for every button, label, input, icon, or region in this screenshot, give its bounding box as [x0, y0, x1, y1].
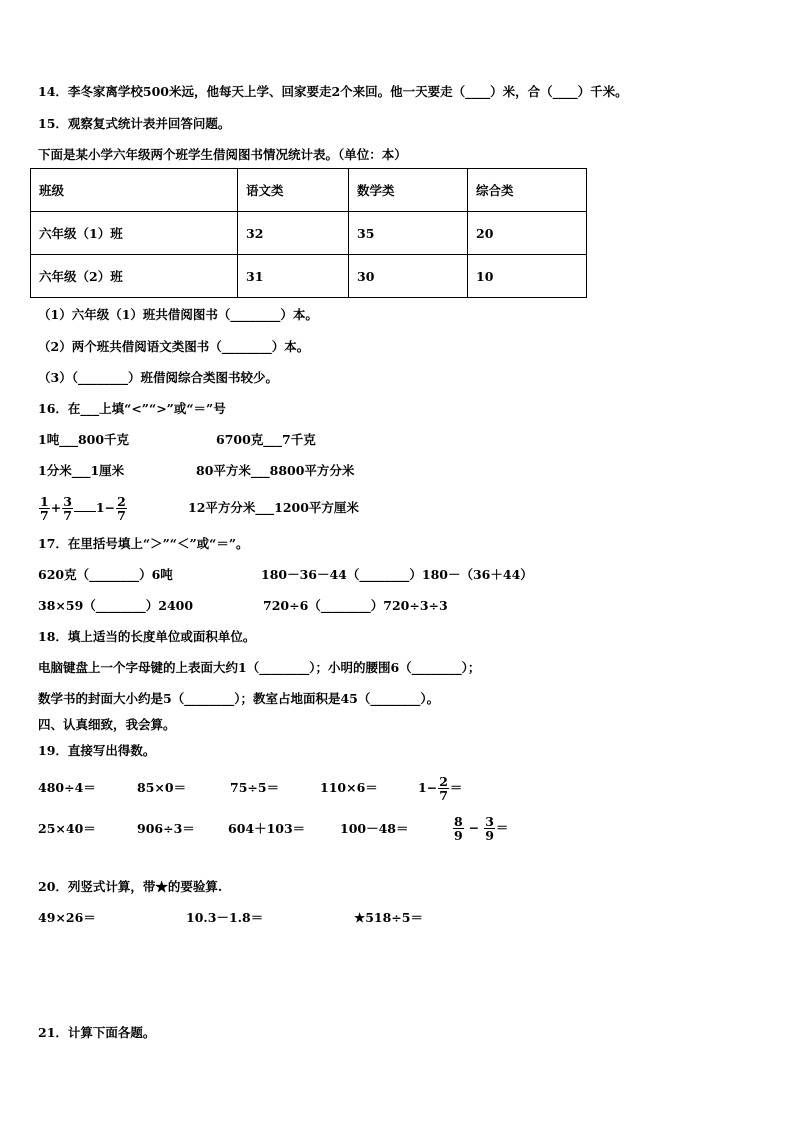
question-15-title: 15．观察复式统计表并回答问题。 — [38, 116, 231, 131]
table-cell: 30 — [349, 255, 468, 298]
question-18-line-2: 数学书的封面大小约是5（________）；教室占地面积是45（________）。 — [38, 691, 440, 706]
question-15-sub-2: （2）两个班共借阅语文类图书（________）本。 — [38, 339, 310, 354]
compare-item: 1分米___1厘米 — [38, 463, 125, 478]
table-cell: 32 — [238, 212, 349, 255]
calc-item: 906÷3＝ — [137, 821, 195, 836]
fraction-calc-item: $\frac{8}{9}$ − $\frac{3}{9}$ ＝ — [454, 814, 509, 843]
calc-item: 85×0＝ — [137, 780, 187, 795]
compare-item: 620克（________）6吨 — [38, 567, 173, 582]
question-20-title: 20．列竖式计算，带★的要验算. — [38, 879, 223, 894]
fraction: $\frac{8}{9}$ — [454, 814, 463, 843]
table-header-cell: 综合类 — [468, 169, 587, 212]
fraction: $\frac{3}{7}$ — [63, 494, 72, 523]
table-header-cell: 语文类 — [238, 169, 349, 212]
fraction: $\frac{2}{7}$ — [117, 494, 126, 523]
question-14: 14．李冬家离学校500米远，他每天上学、回家要走2个来回。他一天要走（____）米，合（____）千米。 — [38, 84, 628, 99]
question-15-intro: 下面是某小学六年级两个班学生借阅图书情况统计表。（单位：本） — [38, 147, 407, 162]
calc-item: 100－48＝ — [340, 821, 409, 836]
compare-item: 80平方米___8800平方分米 — [196, 463, 355, 478]
table-cell: 35 — [349, 212, 468, 255]
question-17-title: 17．在里括号填上“＞”“＜”或“＝”。 — [38, 536, 249, 551]
question-18-line-1: 电脑键盘上一个字母键的上表面大约1（________）；小明的腰围6（________）； — [38, 660, 481, 675]
question-18-title: 18．填上适当的长度单位或面积单位。 — [38, 629, 256, 644]
table-row — [31, 212, 587, 255]
answer-blank — [74, 499, 96, 512]
calc-item: 110×6＝ — [320, 780, 378, 795]
calc-item: 25×40＝ — [38, 821, 96, 836]
table-cell: 10 — [468, 255, 587, 298]
table-cell: 六年级（2）班 — [31, 255, 238, 298]
reading-stats-table — [30, 168, 587, 298]
calc-item: 480÷4＝ — [38, 780, 96, 795]
fraction-compare-item: $\frac{1}{7}$ + $\frac{3}{7}$ 1− $\frac{2}{7}$ — [40, 494, 126, 523]
table-row — [31, 255, 587, 298]
table-cell: 20 — [468, 212, 587, 255]
table-header-cell: 数学类 — [349, 169, 468, 212]
table-cell: 六年级（1）班 — [31, 212, 238, 255]
table-header-row — [31, 169, 587, 212]
compare-item: 38×59（________）2400 — [38, 598, 194, 613]
calc-item: 10.3－1.8＝ — [186, 910, 264, 925]
calc-item: ★518÷5＝ — [354, 910, 423, 925]
question-16-title: 16．在___上填“<”“>”或“＝”号 — [38, 401, 226, 416]
compare-item: 180－36－44（________）180－（36＋44） — [261, 567, 533, 582]
calc-item: 75÷5＝ — [230, 780, 280, 795]
question-15-sub-3: （3）（________）班借阅综合类图书较少。 — [38, 370, 278, 385]
section-heading: 四、认真细致，我会算。 — [38, 717, 176, 732]
fraction: $\frac{1}{7}$ — [40, 494, 49, 523]
compare-item: 12平方分米___1200平方厘米 — [188, 500, 359, 515]
calc-item: 604＋103＝ — [228, 821, 306, 836]
compare-item: 720÷6（________）720÷3÷3 — [263, 598, 448, 613]
compare-item: 1吨___800千克 — [38, 432, 130, 447]
question-19-title: 19．直接写出得数。 — [38, 743, 156, 758]
question-15-sub-1: （1）六年级（1）班共借阅图书（________）本。 — [38, 307, 318, 322]
table-header-cell: 班级 — [31, 169, 238, 212]
fraction: $\frac{2}{7}$ — [439, 774, 448, 803]
calc-item: 49×26＝ — [38, 910, 96, 925]
table-cell: 31 — [238, 255, 349, 298]
fraction-calc-item: 1− $\frac{2}{7}$ ＝ — [418, 774, 463, 803]
compare-item: 6700克___7千克 — [216, 432, 316, 447]
fraction: $\frac{3}{9}$ — [485, 814, 494, 843]
question-21-title: 21．计算下面各题。 — [38, 1025, 156, 1040]
